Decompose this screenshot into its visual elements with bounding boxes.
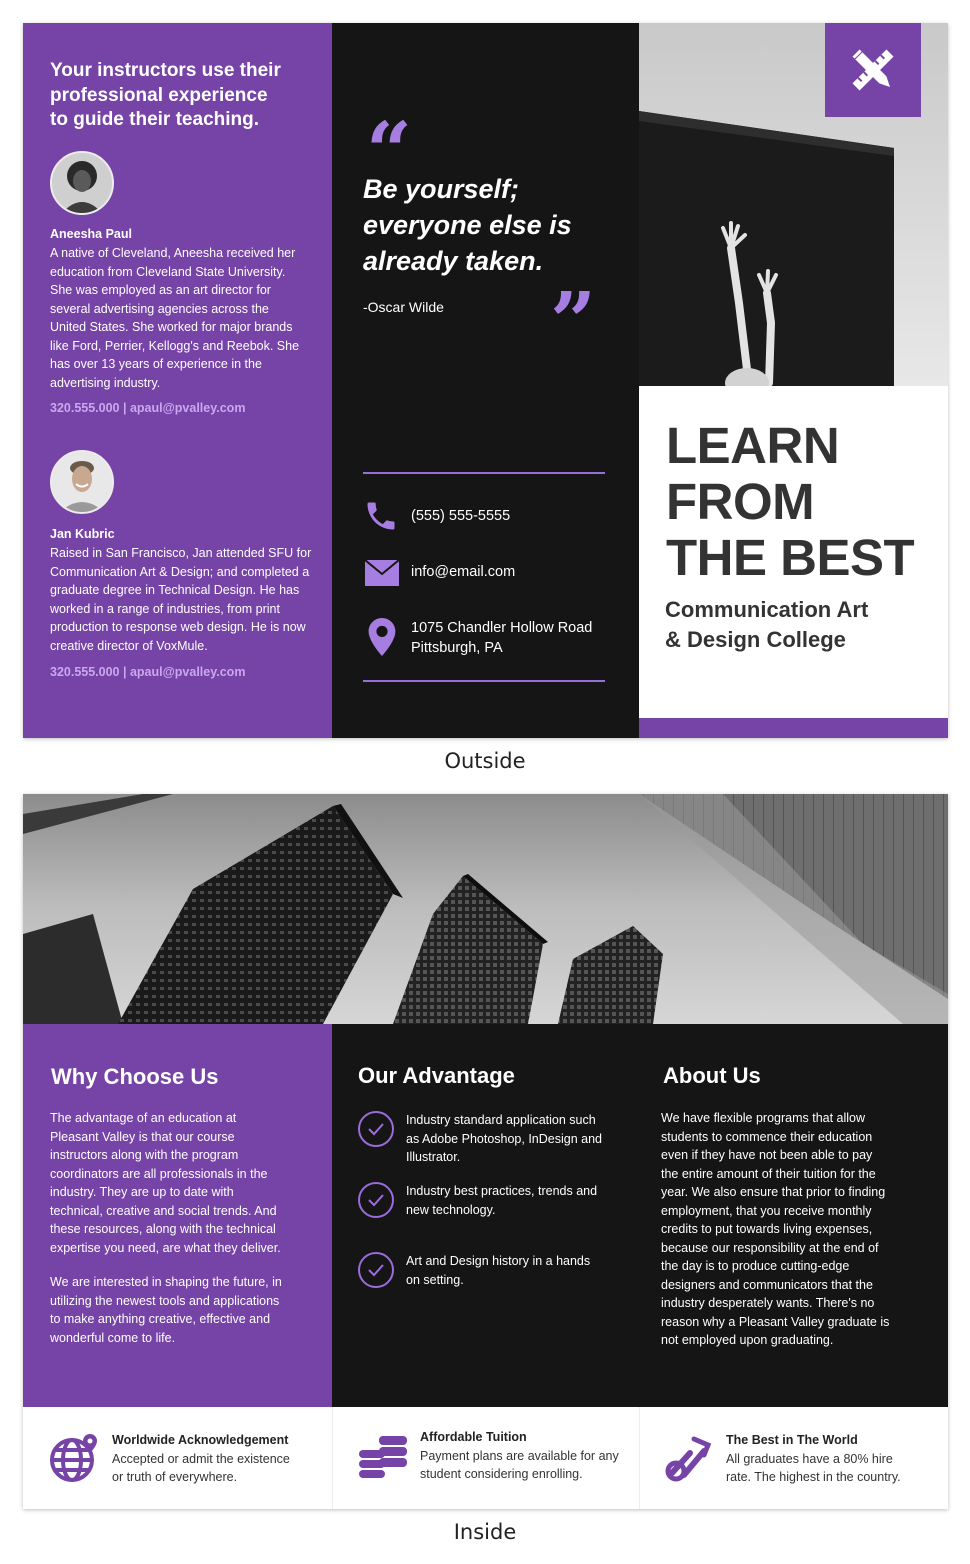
coins-icon [357,1434,411,1482]
location-pin-icon [368,618,396,656]
check-circle-icon [358,1111,394,1147]
about-title: About Us [663,1063,761,1088]
check-circle-icon [358,1252,394,1288]
instructor-contact: 320.555.000 | apaul@pvalley.com [50,665,246,679]
cover-title-line2: FROM [666,473,815,530]
advantage-item: Art and Design history in a hands on setting. [406,1254,591,1287]
outside-caption: Outside [444,749,526,773]
instructor-name: Aneesha Paul [50,227,132,241]
quote-text: Be yourself; everyone else is already taken. [363,174,572,276]
inside-spread [23,794,948,1509]
divider [639,1407,640,1509]
logo-badge [825,23,921,117]
feature-title: Affordable Tuition [420,1430,527,1444]
advantage-item: Industry standard application such as Adobe Photoshop, InDesign and Illustrator. [406,1113,602,1164]
skyline-photo [23,794,948,1024]
close-quote-mark: ” [550,274,597,368]
outside-spread [23,23,948,738]
instructor-bio: Raised in San Francisco, Jan attended SFU for Communication Art & Design; and completed a graduate degree in Technical Design. He has worked in a range of industries, from print production to response web design. He is now creative director of VoxMule. [50,546,312,653]
why-paragraph-2: We are interested in shaping the future, in utilizing the newest tools and applications to make anything creative, effective and wonderful come to life. [50,1275,282,1345]
inside-caption: Inside [453,1520,517,1544]
cover-subtitle-line2: & Design College [665,627,846,652]
divider [332,1407,333,1509]
cover-title-line1: LEARN [666,417,840,474]
avatar-jan [50,450,114,514]
instructor-bio: A native of Cleveland, Aneesha received her education from Cleveland State University. She was employed as an art director for several advertising agencies across the United States. She worked for major brands like Ford, Perrier, Kellogg's and Reebok. She has over 13 years of experience in the advertising industry. [50,246,300,390]
check-circle-icon [358,1182,394,1218]
instructors-panel [23,23,332,738]
instructor-contact: 320.555.000 | apaul@pvalley.com [50,401,246,415]
why-title: Why Choose Us [51,1064,219,1089]
why-paragraph-1: The advantage of an education at Pleasant Valley is that our course instructors along with the program coordinators are all professionals in the industry. They are up to date with technical, creative and social trends. And these resources, along with the technical expertise you need, are what they deliver. [50,1111,281,1255]
feature-strip [23,1407,948,1509]
advantage-title: Our Advantage [358,1063,515,1088]
portrait-aneesha-icon [52,153,112,213]
contact-address-line1: 1075 Chandler Hollow Road [411,620,593,636]
about-text: We have flexible programs that allow students to commence their education even if they have not been able to pay the entire amount of their tuition for the year. We also ensure that prior to finding employment, that you receive monthly credits to put towards living expenses, because our responsibility at the end of the day is to produce cutting-edge designers and communicators that the industry desperately wants. There's no reason why a Pleasant Valley graduate is not employed upon graduating. [661,1111,890,1347]
why-choose-panel [23,1024,332,1407]
avatar-aneesha [50,151,114,215]
advantage-item: Industry best practices, trends and new technology. [406,1184,598,1217]
cover-bottom-bar [639,718,948,738]
email-icon [365,560,399,586]
cover-panel [639,23,948,738]
cover-subtitle-line1: Communication Art [665,597,869,622]
open-quote-mark: “ [366,104,413,198]
award-ribbon-icon [664,1433,714,1483]
globe-pin-icon [48,1432,100,1484]
feature-title: The Best in The World [726,1433,858,1447]
instructor-name: Jan Kubric [50,527,115,541]
instructors-heading: Your instructors use their professional experience to guide their teaching. [50,60,281,130]
portrait-jan-icon [52,452,112,512]
contact-address-line2: Pittsburgh, PA [411,640,503,656]
feature-text: All graduates have a 80% hire rate. The highest in the country. [726,1452,901,1484]
quote-contact-panel [332,23,639,738]
pencil-ruler-icon [825,23,921,117]
advantage-panel [332,1024,639,1407]
feature-text: Accepted or admit the existence or truth of everywhere. [112,1452,290,1484]
divider [363,680,605,682]
feature-text: Payment plans are available for any student considering enrolling. [420,1449,619,1481]
feature-title: Worldwide Acknowledgement [112,1433,289,1447]
contact-email[interactable]: info@email.com [411,564,516,580]
divider [363,472,605,474]
quote-author: -Oscar Wilde [363,299,444,315]
cover-title-line3: THE BEST [666,529,915,586]
contact-phone[interactable]: (555) 555-5555 [411,508,511,524]
phone-icon [363,498,399,534]
about-panel [639,1024,948,1407]
